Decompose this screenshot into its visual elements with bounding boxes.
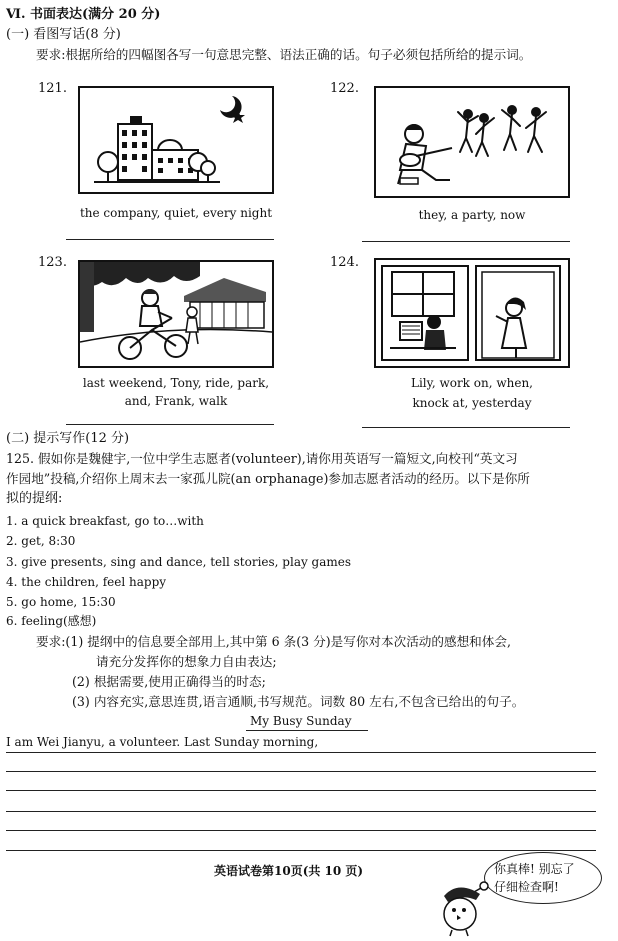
bubble-text-line1: 你真棒! 别忘了 — [494, 862, 575, 876]
outline-item-6: 6. feeling(感想) — [6, 614, 97, 628]
picture-123-caption-line1: last weekend, Tony, ride, park, — [82, 376, 270, 390]
picture-124-door-knock — [374, 258, 570, 368]
bubble-text-line2: 仔细检查啊! — [494, 880, 559, 894]
question-number-122: 122. — [330, 81, 359, 96]
picture-122-caption: they, a party, now — [418, 208, 526, 222]
answer-line-122[interactable] — [362, 241, 570, 242]
writing-line-2[interactable] — [6, 771, 596, 772]
question-number-123: 123. — [38, 255, 67, 270]
writing-line-3[interactable] — [6, 790, 596, 791]
prompt-line-3: 拟的提纲: — [6, 491, 63, 506]
part2-title: (二) 提示写作(12 分) — [6, 431, 130, 446]
outline-item-3: 3. give presents, sing and dance, tell stories, play games — [6, 555, 352, 569]
requirement-3: (3) 内容充实,意思连贯,语言通顺,书写规范。词数 80 左右,不包含已给出的句子。 — [72, 694, 525, 709]
part1-instruction: 要求:根据所给的四幅图各写一句意思完整、语法正确的话。句子必须包括所给的提示词。 — [36, 47, 532, 62]
picture-122-party — [374, 86, 570, 198]
answer-line-121[interactable] — [66, 239, 274, 240]
section-title: Ⅵ. 书面表达(满分 20 分) — [6, 7, 161, 22]
picture-121-city-night — [78, 86, 274, 194]
essay-title: My Busy Sunday — [250, 714, 352, 728]
picture-123-park — [78, 260, 274, 368]
answer-line-124[interactable] — [362, 427, 570, 428]
outline-item-2: 2. get, 8:30 — [6, 534, 76, 548]
outline-item-5: 5. go home, 15:30 — [6, 595, 116, 609]
essay-title-underline — [246, 730, 368, 731]
question-number-121: 121. — [38, 81, 67, 96]
picture-124-caption-line2: knock at, yesterday — [412, 396, 532, 410]
picture-124-caption-line1: Lily, work on, when, — [410, 376, 533, 390]
prompt-line-2: 作园地”投稿,介绍你上周末去一家孤儿院(an orphanage)参加志愿者活动的经历。以下是你所 — [6, 471, 530, 486]
essay-start: I am Wei Jianyu, a volunteer. Last Sunday morning, — [6, 735, 319, 749]
answer-line-123[interactable] — [66, 424, 274, 425]
writing-line-6[interactable] — [6, 850, 596, 851]
requirement-1-cont: 请充分发挥你的想象力自由表达; — [96, 654, 277, 669]
bird-mascot-icon — [426, 878, 496, 938]
part1-title: (一) 看图写话(8 分) — [6, 27, 121, 42]
question-number-124: 124. — [330, 255, 359, 270]
picture-121-caption: the company, quiet, every night — [79, 206, 273, 220]
writing-line-1[interactable] — [6, 752, 596, 753]
writing-line-4[interactable] — [6, 811, 596, 812]
outline-item-1: 1. a quick breakfast, go to…with — [6, 514, 204, 528]
page-footer: 英语试卷第10页(共 10 页) — [214, 864, 364, 878]
requirement-1: 要求:(1) 提纲中的信息要全部用上,其中第 6 条(3 分)是写你对本次活动的感想和体会, — [36, 634, 511, 649]
writing-line-5[interactable] — [6, 830, 596, 831]
prompt-line-1: 125. 假如你是魏健宇,一位中学生志愿者(volunteer),请你用英语写一篇短文,向校刊“英文习 — [6, 451, 518, 466]
picture-123-caption-line2: and, Frank, walk — [124, 394, 228, 408]
requirement-2: (2) 根据需要,使用正确得当的时态; — [72, 674, 266, 689]
outline-item-4: 4. the children, feel happy — [6, 575, 167, 589]
